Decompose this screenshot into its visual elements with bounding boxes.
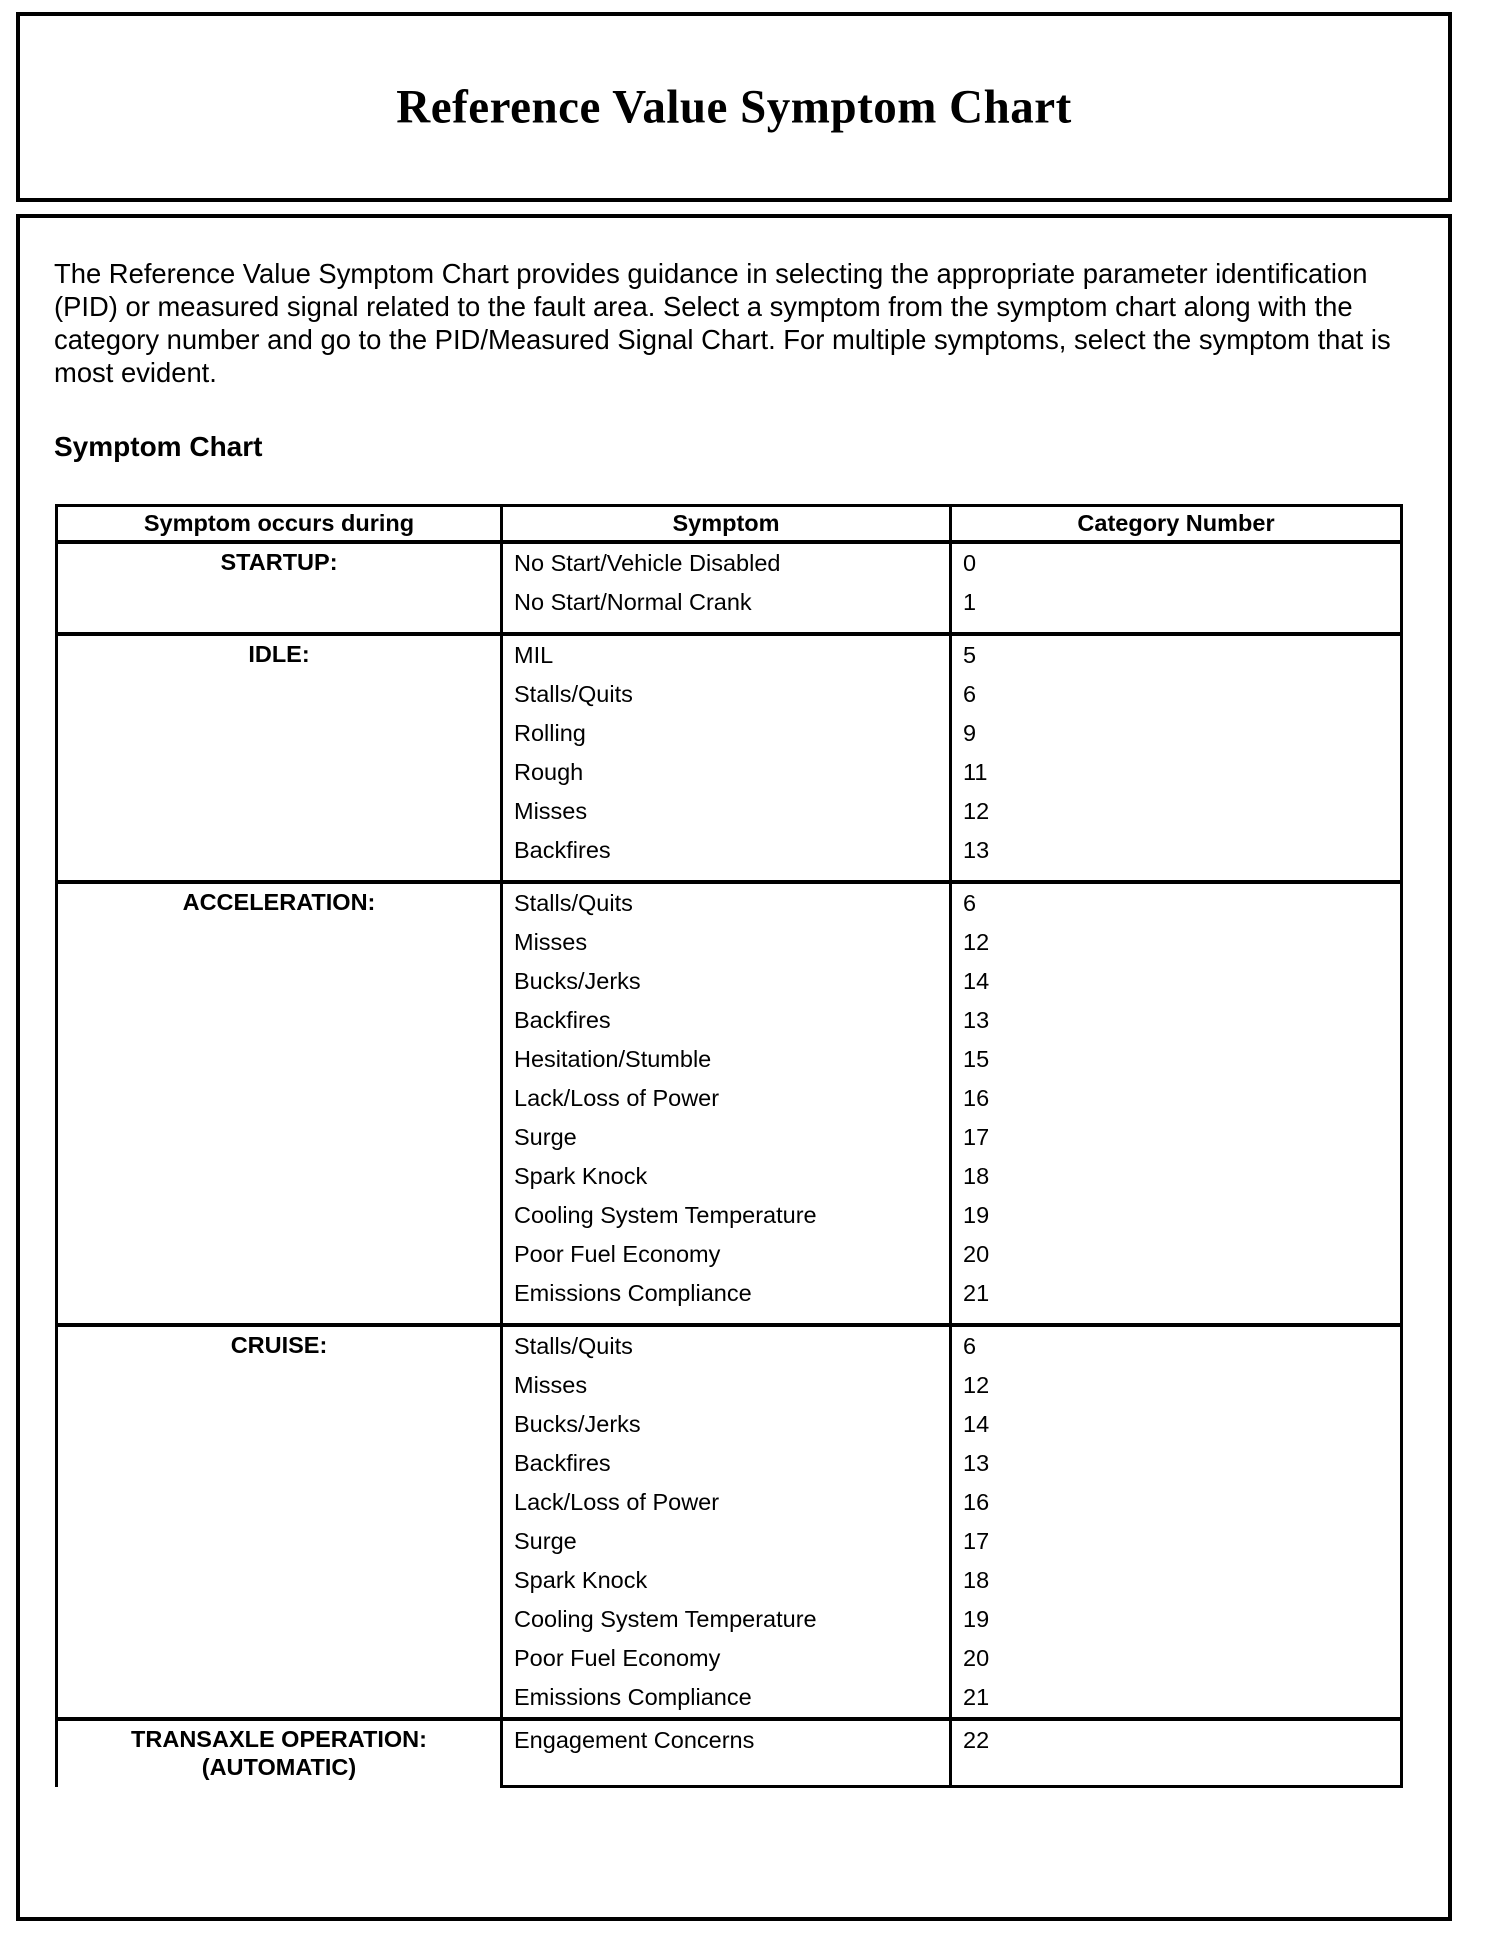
symptom-cell: Backfires: [502, 1444, 951, 1483]
symptom-cell: Engagement Concerns: [502, 1719, 951, 1760]
occurs-sublabel: (AUTOMATIC): [201, 1754, 357, 1780]
group-idle: [57, 634, 1402, 882]
occurs-cell: [57, 1325, 502, 1719]
category-cell: 13: [951, 1444, 1402, 1483]
category-cell: 20: [951, 1235, 1402, 1274]
category-cell: 21: [951, 1678, 1402, 1719]
column-header-category: Category Number: [951, 506, 1402, 543]
occurs-cell: [57, 1719, 502, 1787]
category-cell: 6: [951, 882, 1402, 923]
group-acceleration: [57, 882, 1402, 1325]
category-cell: 5: [951, 634, 1402, 675]
symptom-cell: Surge: [502, 1118, 951, 1157]
section-heading: Symptom Chart: [54, 431, 263, 462]
category-cell: 20: [951, 1639, 1402, 1678]
category-cell: 14: [951, 1405, 1402, 1444]
symptom-cell: Stalls/Quits: [502, 675, 951, 714]
category-cell: 17: [951, 1522, 1402, 1561]
group-cruise: [57, 1325, 1402, 1719]
symptom-cell: Rough: [502, 753, 951, 792]
table-row: [57, 882, 1402, 923]
symptom-cell: Poor Fuel Economy: [502, 1639, 951, 1678]
symptom-cell: Cooling System Temperature: [502, 1196, 951, 1235]
title-box: [16, 12, 1452, 202]
category-cell: 21: [951, 1274, 1402, 1313]
occurs-cell: [57, 542, 502, 634]
column-header-occurs: Symptom occurs during: [57, 506, 502, 543]
symptom-cell: Stalls/Quits: [502, 1325, 951, 1366]
symptom-cell: Misses: [502, 1366, 951, 1405]
symptom-cell: Rolling: [502, 714, 951, 753]
symptom-cell: Cooling System Temperature: [502, 1600, 951, 1639]
symptom-cell: No Start/Vehicle Disabled: [502, 542, 951, 583]
symptom-cell: Hesitation/Stumble: [502, 1040, 951, 1079]
table-header-row: [57, 506, 1402, 543]
symptom-cell: Surge: [502, 1522, 951, 1561]
occurs-label: TRANSAXLE OPERATION:: [131, 1726, 427, 1752]
category-cell: 12: [951, 1366, 1402, 1405]
symptom-cell: Misses: [502, 792, 951, 831]
occurs-label: IDLE:: [248, 641, 310, 667]
category-cell: 6: [951, 675, 1402, 714]
category-cell: 18: [951, 1561, 1402, 1600]
occurs-cell: [57, 634, 502, 882]
occurs-label: CRUISE:: [230, 1332, 328, 1358]
symptom-cell: Spark Knock: [502, 1561, 951, 1600]
category-cell: 12: [951, 792, 1402, 831]
category-cell: 6: [951, 1325, 1402, 1366]
symptom-cell: No Start/Normal Crank: [502, 583, 951, 622]
occurs-cell: [57, 882, 502, 1325]
category-cell: 9: [951, 714, 1402, 753]
symptom-cell: Stalls/Quits: [502, 882, 951, 923]
category-cell: 1: [951, 583, 1402, 622]
category-cell: 16: [951, 1483, 1402, 1522]
symptom-cell: Lack/Loss of Power: [502, 1079, 951, 1118]
group-startup: [57, 542, 1402, 634]
intro-paragraph: The Reference Value Symptom Chart provides guidance in selecting the appropriate parameter identification (PID) or measured signal related to the fault area. Select a symptom from the symptom chart along with the category number and go to the PID/Measured Signal Chart. For multiple symptoms, select the symptom that is most evident.: [54, 258, 1391, 388]
symptom-cell: Spark Knock: [502, 1157, 951, 1196]
symptom-cell: Bucks/Jerks: [502, 1405, 951, 1444]
category-cell: 18: [951, 1157, 1402, 1196]
symptom-cell: Emissions Compliance: [502, 1274, 951, 1313]
table-row: [57, 1719, 1402, 1760]
category-cell: 19: [951, 1196, 1402, 1235]
category-cell: 13: [951, 1001, 1402, 1040]
group-transaxle: [57, 1719, 1402, 1787]
symptom-cell: Emissions Compliance: [502, 1678, 951, 1719]
category-cell: 22: [951, 1719, 1402, 1760]
page-title: Reference Value Symptom Chart: [396, 80, 1072, 134]
category-cell: 14: [951, 962, 1402, 1001]
symptom-cell: Backfires: [502, 1001, 951, 1040]
symptom-cell: Lack/Loss of Power: [502, 1483, 951, 1522]
table-row: [57, 634, 1402, 675]
column-header-symptom: Symptom: [502, 506, 951, 543]
category-cell: 0: [951, 542, 1402, 583]
category-cell: 11: [951, 753, 1402, 792]
symptom-cell: MIL: [502, 634, 951, 675]
category-cell: 16: [951, 1079, 1402, 1118]
table-row: [57, 542, 1402, 583]
category-cell: 13: [951, 831, 1402, 870]
symptom-cell: Misses: [502, 923, 951, 962]
symptom-cell: Bucks/Jerks: [502, 962, 951, 1001]
category-cell: 19: [951, 1600, 1402, 1639]
symptom-cell: Backfires: [502, 831, 951, 870]
occurs-label: ACCELERATION:: [182, 889, 376, 915]
symptom-cell: Poor Fuel Economy: [502, 1235, 951, 1274]
category-cell: 12: [951, 923, 1402, 962]
category-cell: 15: [951, 1040, 1402, 1079]
table-row: [57, 1325, 1402, 1366]
symptom-table: [55, 504, 1403, 1788]
category-cell: 17: [951, 1118, 1402, 1157]
content-box: [16, 214, 1452, 1921]
occurs-label: STARTUP:: [220, 549, 338, 575]
